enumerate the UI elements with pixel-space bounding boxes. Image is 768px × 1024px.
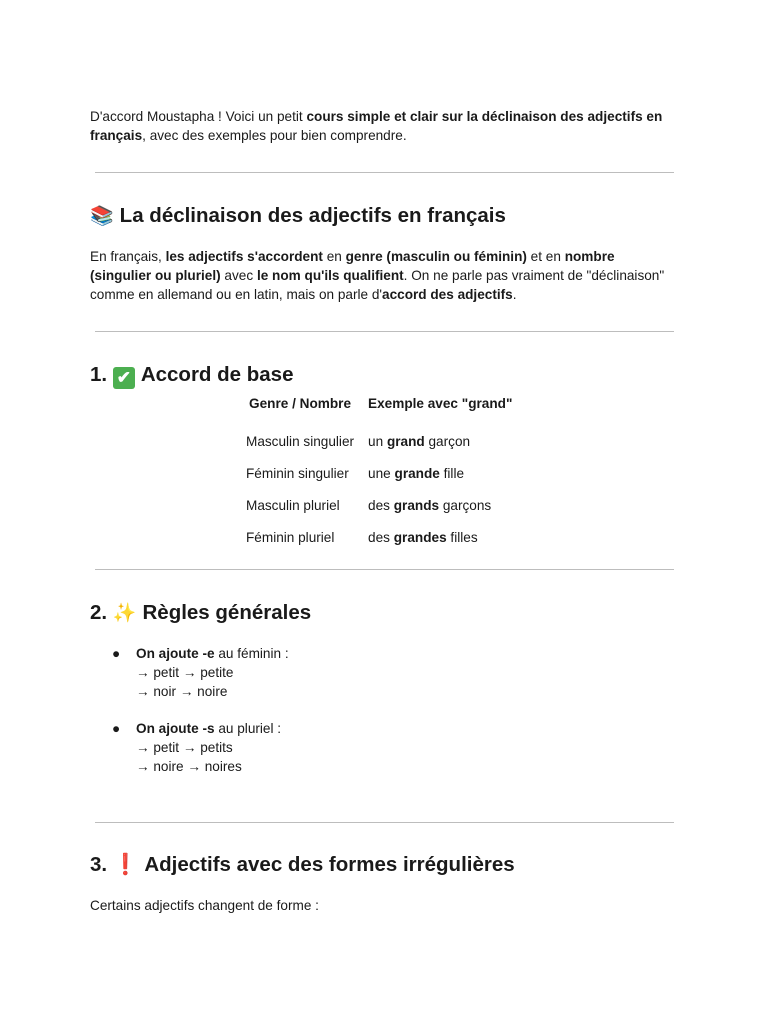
table-row: Masculin pluriel des grands garçons [246, 497, 492, 513]
divider [95, 331, 674, 332]
section3-paragraph: Certains adjectifs changent de forme : [90, 898, 319, 913]
rules-list [90, 644, 590, 701]
divider [95, 172, 674, 173]
list-item: ● On ajoute -s au pluriel : → petit → petits → noire → noires [112, 721, 282, 774]
exclamation-icon: ❗ [112, 853, 139, 876]
bullet-icon: ● [112, 721, 121, 736]
table-row: Féminin singulier une grande fille [246, 465, 465, 481]
rules-list [90, 719, 590, 776]
section3-title: 3. ❗ Adjectifs avec des formes irrégulières [90, 853, 515, 876]
section1-title: 1. ✔ Accord de base [90, 363, 294, 387]
sparkles-icon: ✨ [112, 603, 137, 624]
check-mark-icon: ✔ [113, 367, 135, 389]
section2-title: 2. ✨ Règles générales [90, 600, 311, 627]
books-icon: 📚 [90, 206, 114, 227]
table-row: Masculin singulier un grand garçon [246, 433, 471, 449]
list-item: ● On ajoute -e au féminin : → petit → petite → noir → noire [112, 646, 289, 699]
divider [95, 822, 674, 823]
intro-paragraph: D'accord Moustapha ! Voici un petit cours simple et clair sur la déclinaison des adjectifs en français, avec des exemples pour bien comprendre. [90, 109, 663, 143]
divider [95, 569, 674, 570]
bullet-icon: ● [112, 646, 121, 661]
section-main-paragraph: En français, les adjectifs s'accordent en genre (masculin ou féminin) et en nombre (singulier ou pluriel) avec le nom qu'ils qualifient. On ne parle pas vraiment de "déclinaison" comme en allemand ou en latin, mais on parle d'accord des adjectifs. [90, 249, 665, 302]
accord-table [238, 396, 518, 553]
table-row: Féminin pluriel des grandes filles [246, 529, 478, 545]
section-main-title: 📚 La déclinaison des adjectifs en français [90, 203, 506, 230]
table-header: Genre / Nombre [249, 396, 352, 411]
table-header: Exemple avec "grand" [368, 396, 513, 411]
